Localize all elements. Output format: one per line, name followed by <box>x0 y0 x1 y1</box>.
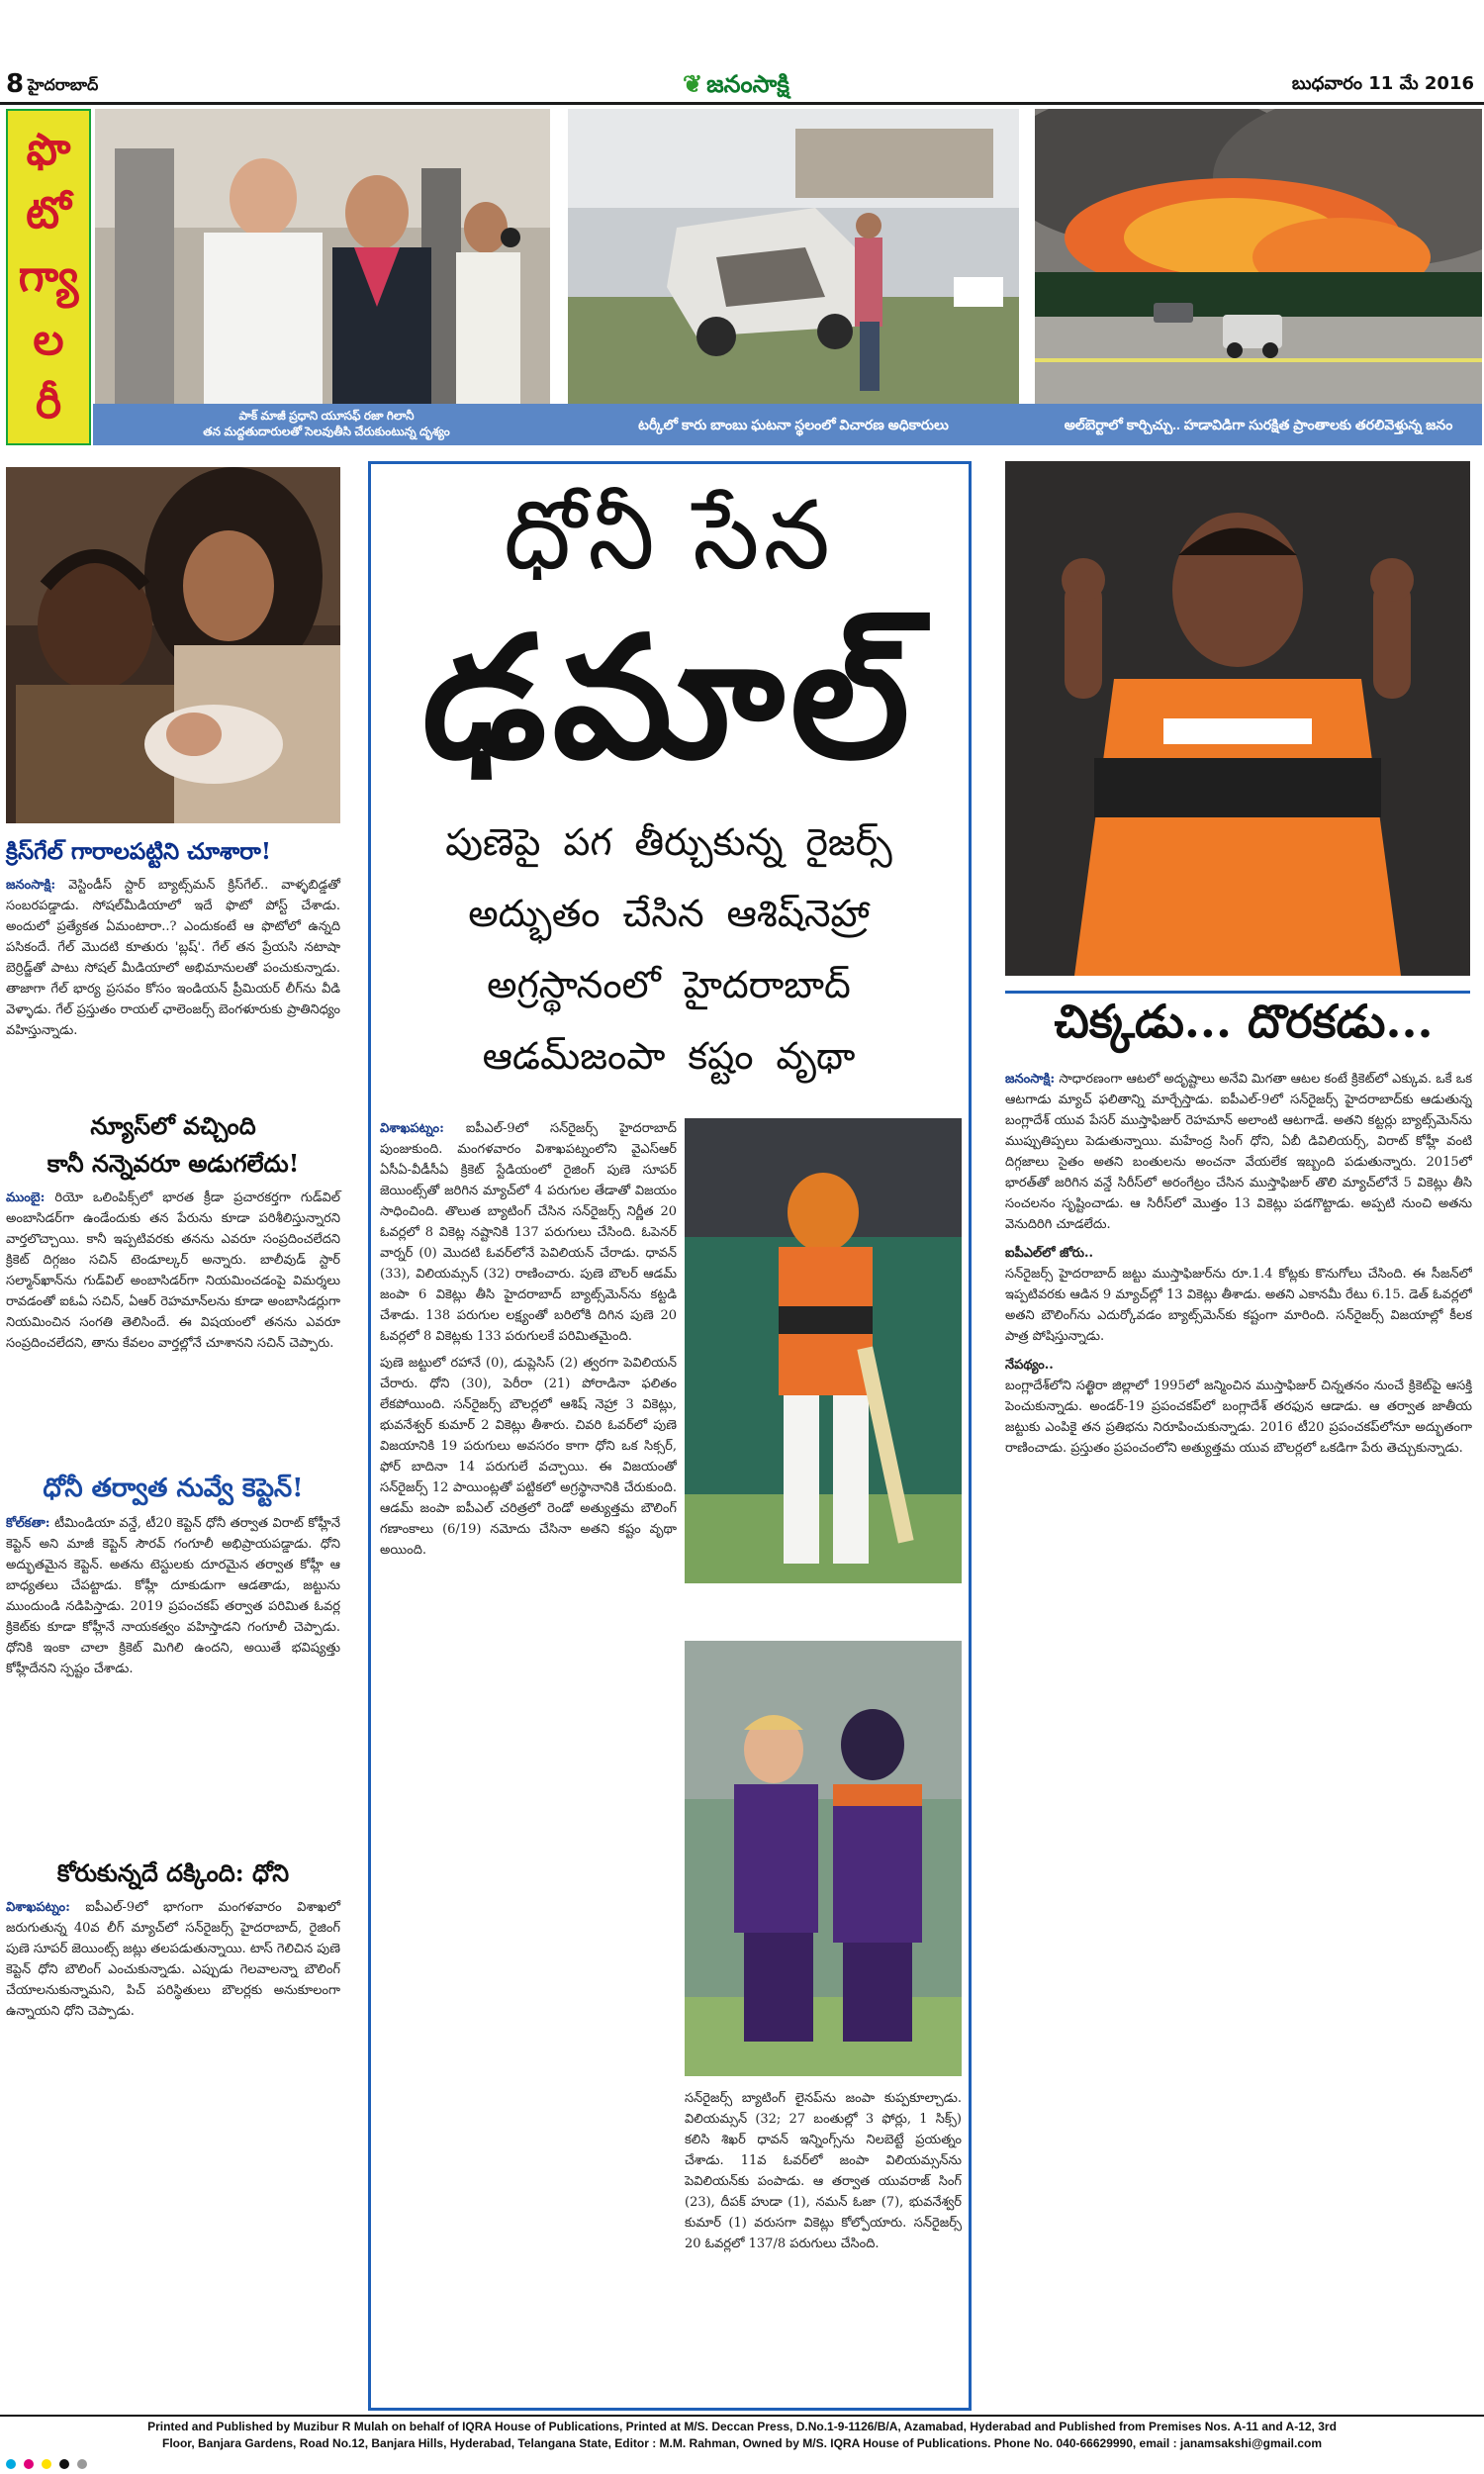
issue-date: బుధవారం 11 మే 2016 <box>1291 73 1474 94</box>
story-headline-line2: కానీ నన్నెవరూ అడుగలేదు! <box>46 1149 300 1178</box>
story-headline: క్రిస్‌గేల్ గారాలపట్టిని చూశారా! <box>6 838 271 865</box>
gallery-photo-politicians[interactable] <box>95 109 550 404</box>
newspaper-logo[interactable] <box>683 69 789 104</box>
story-body <box>6 875 340 1041</box>
divider <box>1005 991 1470 994</box>
gallery-label-letter: గ్యా <box>18 251 79 302</box>
registration-dot <box>6 2459 16 2469</box>
right-story-text <box>1005 1069 1472 2405</box>
main-story-text-col1 <box>380 1118 677 2405</box>
gallery-photo-car-bomb[interactable] <box>568 109 1019 404</box>
story-headline-line1: న్యూస్‌లో వచ్చింది <box>90 1111 256 1140</box>
right-story-headline: చిక్కడు... దొరకడు... <box>1054 995 1434 1048</box>
story-sachin <box>6 1110 340 1354</box>
story-subtitle: ఐపీఎల్‌లో జోరు.. <box>1005 1246 1094 1261</box>
main-deck-line: ఆడమ్‌జంపా కష్టం వృథా <box>482 1034 856 1078</box>
main-title-line1: ధోనీ సేన <box>504 480 834 591</box>
pune-players-photo[interactable] <box>685 1641 962 2076</box>
edition-city: హైదరాబాద్ <box>28 75 99 94</box>
main-deck-line: పుణెపై పగ తీర్చుకున్న రైజర్స్ <box>445 820 892 864</box>
story-kohli-captain <box>6 1472 340 1679</box>
main-story-text-col3 <box>685 2088 962 2405</box>
story-kicker: విశాఖపట్నం: <box>6 1900 70 1915</box>
gallery-caption-2: టర్కీలో కారు బాంబు ఘటనా స్థలంలో విచారణ అధికారులు <box>638 417 949 432</box>
main-deck-line: అద్భుతం చేసిన ఆశిష్‌నెహ్రా <box>468 892 870 935</box>
story-body <box>1005 1069 1472 1235</box>
story-kicker: ముంబై: <box>6 1190 46 1205</box>
masthead <box>0 61 1484 105</box>
left-column <box>6 467 340 2407</box>
newspaper-name: జనంసాక్షి <box>706 69 789 98</box>
story-body <box>6 1188 340 1354</box>
sunrisers-batsman-photo[interactable] <box>685 1118 962 1583</box>
story-text: ఐపీఎల్-9లో సన్‌రైజర్స్ హైదరాబాద్ పుంజుకుంది. మంగళవారం విశాఖపట్నంలోని వైఎస్ఆర్ ఏసీఏ-వీడీసీఏ క్రికెట్ స్టేడియంలో రైజింగ్ పుణె సూపర్ జెయింట్స్‌తో జరిగిన మ్యాచ్‌లో 4 పరుగుల తేడాతో విజయం సాధించింది. తొలుత బ్యాటింగ్ చేసిన సన్‌రైజర్స్ నిర్ణీత 20 ఓవర్లలో 8 వికెట్ల నష్టానికి 137 పరుగులు చేసింది. ఓపెనర్ వార్నర్ (0) మొదటి ఓవర్‌లోనే పెవిలియన్ చేరాడు. ధావన్ (33), విలియమ్సన్ (32) రాణించారు. పుణె బౌలర్ ఆడమ్ జంపా 6 వికెట్లు తీసి హైదరాబాద్ బ్యాట్స్‌మెన్‌ను కట్టడి చేశాడు. 138 పరుగుల లక్ష్యంతో బరిలోకి దిగిన పుణె 20 ఓవర్లలో 8 వికెట్లకు 133 పరుగులకే పరిమితమైంది. <box>380 1121 677 1344</box>
imprint-footer <box>0 2415 1484 2454</box>
story-dhoni-quote <box>6 1857 340 2022</box>
gallery-label-letter: ల <box>33 315 64 365</box>
gallery-caption-1: పాక్ మాజీ ప్రధాని యూసఫ్ రజా గిలానీ తన మద్దతుదారులతో సెలవుతీసి చేరుకుంటున్న దృశ్యం <box>203 409 450 438</box>
imprint-line: Floor, Banjara Gardens, Road No.12, Banjara Hills, Hyderabad, Telangana State, Editor : M.M. Rahman, Owned by M/S. IQRA House of Publications. Phone No. 040-66629990, email : janamsakshi@gmail.com <box>161 2436 1322 2450</box>
story-text: బంగ్లాదేశ్‌లోని సత్ఖిరా జిల్లాలో 1995లో జన్మించిన ముస్తాఫిజుర్ చిన్నతనం నుంచే క్రికెట్‌పై ఆసక్తి పెంచుకున్నాడు. అండర్-19 ప్రపంచకప్‌లో బంగ్లాదేశ్ తరఫున ఆడాడు. ఆ తర్వాత జాతీయ జట్టుకు ఎంపికై తన ప్రతిభను నిరూపించుకున్నాడు. 2016 టీ20 ప్రపంచకప్‌లోనూ అద్భుతంగా రాణించాడు. ప్రస్తుతం ప్రపంచంలోని అత్యుత్తమ యువ బౌలర్లలో ఒకడిగా పేరు తెచ్చుకున్నాడు. <box>1005 1379 1472 1456</box>
story-text: ఐపీఎల్-9లో భాగంగా మంగళవారం విశాఖలో జరుగుతున్న 40వ లీగ్ మ్యాచ్‌లో సన్‌రైజర్స్ హైదరాబాద్, రైజింగ్ పుణె సూపర్ జెయింట్స్ జట్లు తలపడుతున్నాయి. టాస్ గెలిచిన పుణె కెప్టెన్ ధోని బౌలింగ్ ఎంచుకున్నాడు. ఎప్పుడు గెలవాలన్నా బౌలింగ్ చేయాలనుకున్నామని, పిచ్ పరిస్థితులు బౌలర్లకు అనుకూలంగా ఉన్నాయని ధోని చెప్పాడు. <box>6 1900 340 2019</box>
story-headline: ధోనీ తర్వాత నువ్వే కెప్టెన్! <box>43 1474 304 1503</box>
registration-dot <box>24 2459 34 2469</box>
story-gayle <box>6 835 340 1041</box>
story-body <box>380 1118 677 1347</box>
registration-dot <box>59 2459 69 2469</box>
gallery-label-letter: టో <box>26 188 71 238</box>
story-text: రియో ఒలింపిక్స్‌లో భారత క్రీడా ప్రచారకర్తగా గుడ్‌విల్ అంబాసిడర్‌గా ఉండేందుకు తన పేరును కూడా పరిశీలిస్తున్నారని వార్తలొచ్చాయి. కానీ ఇప్పటివరకు తనను ఎవరూ సంప్రదించలేదని క్రికెట్ దిగ్గజం సచిన్ టెండూల్కర్ అన్నారు. బాలీవుడ్ స్టార్ సల్మాన్‌ఖాన్‌ను గుడ్‌విల్ అంబాసిడర్‌గా నియమించడంపై విమర్శలు రావడంతో ఐఓఏ సచిన్, ఏఆర్ రెహమాన్‌లను కూడా అంబాసిడర్లుగా నియమించిన సంగతి తెలిసిందే. ఈ విషయంలో తనను ఎవరూ సంప్రదించలేదని, తాను కేవలం వార్తల్లోనే చూశానని సచిన్ చెప్పారు. <box>6 1190 340 1351</box>
chris-gayle-family-photo[interactable] <box>6 467 340 823</box>
story-kicker: విశాఖపట్నం: <box>380 1121 444 1136</box>
photo-gallery <box>0 109 1484 460</box>
gallery-label-letter: రీ <box>35 378 62 428</box>
mustafizur-celebration-photo[interactable] <box>1005 461 1470 976</box>
story-subtitle: నేపథ్యం.. <box>1005 1358 1054 1373</box>
gallery-photo-wildfire[interactable] <box>1035 109 1482 404</box>
story-text: సన్‌రైజర్స్ హైదరాబాద్ జట్టు ముస్తాఫిజుర్‌ను రూ.1.4 కోట్లకు కొనుగోలు చేసింది. ఈ సీజన్‌లో ఇప్పటివరకు ఆడిన 9 మ్యాచ్‌ల్లో 13 వికెట్లు తీశాడు. అతని ఎకానమీ రేటు 6.15. డెత్ ఓవర్లలో అతని బౌలింగ్‌ను ఎదుర్కోవడం బ్యాట్స్‌మెన్‌కు కష్టంగా మారింది. సన్‌రైజర్స్ విజయాల్లో కీలక పాత్ర పోషిస్తున్నాడు. <box>1005 1267 1472 1344</box>
story-text: సాధారణంగా ఆటలో అదృష్టాలు అనేవి మిగతా ఆటల కంటే క్రికెట్‌లో ఎక్కువ. ఒకే ఒక ఆటగాడు మ్యాచ్ ఫలితాన్ని మార్చేస్తాడు. ఐపీఎల్-9లో సన్‌రైజర్స్ హైదరాబాద్‌కు ఆడుతున్న బంగ్లాదేశ్ యువ పేసర్ ముస్తాఫిజుర్ రెహమాన్ అలాంటి ఆటగాడే. అతని కట్టర్లు బ్యాట్స్‌మెన్‌ను ముప్పుతిప్పలు పెడుతున్నాయి. మహేంద్ర సింగ్ ధోని, ఏబీ డివిలియర్స్, విరాట్ కోహ్లీ వంటి దిగ్గజాలు సైతం అతని బంతులను అంచనా వేయలేక ఇబ్బంది పడుతున్నారు. 2015లో భారత్‌తో జరిగిన వన్డే సిరీస్‌లో అరంగేట్రం చేసిన ముస్తాఫిజుర్ తొలి మ్యాచ్‌లోనే 5 వికెట్లు తీసి సంచలనం సృష్టించాడు. ఆ సిరీస్‌లో మొత్తం 13 వికెట్లు పడగొట్టాడు. అప్పటి నుంచి అతను వెనుదిరిగి చూడలేదు. <box>1005 1072 1472 1232</box>
registration-dot <box>42 2459 51 2469</box>
main-deck-line: అగ్రస్థానంలో హైదరాబాద్ <box>487 963 851 1006</box>
gallery-caption-3: అల్‌బెర్టాలో కార్చిచ్చు.. హడావిడిగా సురక్షిత ప్రాంతాలకు తరలివెళ్తున్న జనం <box>1064 417 1453 432</box>
main-title-line2: ఢమాల్ <box>421 599 916 797</box>
gallery-label <box>6 109 91 445</box>
gallery-label-letter: ఫొ <box>26 125 71 175</box>
imprint-line: Printed and Published by Muzibur R Mulah on behalf of IQRA House of Publications, Printed at M/S. Deccan Press, D.No.1-9-1126/B/A, Azamabad, Hyderabad and Published from Premises Nos. A-11 and A-12, 3rd <box>147 2420 1337 2433</box>
story-body <box>6 1513 340 1679</box>
registration-dot <box>77 2459 87 2469</box>
story-kicker: కోల్‌కతా: <box>6 1516 50 1531</box>
story-text: వెస్టిండీస్ స్టార్ బ్యాట్స్‌మన్ క్రిస్‌గేల్.. వాళ్ళబిడ్డతో సంబరపడ్డాడు. సోషల్‌మీడియాలో ఇదే ఫొటో పోస్ట్ చేశాడు. అందులో ప్రత్యేకత ఏమంటారా..? ఎందుకంటే ఆ ఫొటోలో ఉన్నది పసికందే. గేల్ మొదటి కూతురు 'బ్లష్'. గేల్ తన ప్రేయసి నటాషా బెర్రిడ్జ్‌తో పాటు సోషల్ మీడియాలో అభిమానులతో పంచుకున్నాడు. తాజాగా గేల్ భార్య ప్రసవం కోసం ఇండియన్ ప్రీమియర్ లీగ్‌ను వీడి వెళ్ళాడు. గేల్ ప్రస్తుతం రాయల్ ఛాలెంజర్స్ బెంగళూరుకు ప్రాతినిధ్యం వహిస్తున్నాడు. <box>6 878 340 1038</box>
story-headline: కోరుకున్నదే దక్కింది: ధోని <box>56 1858 290 1887</box>
leaf-icon: ❦ <box>683 69 703 98</box>
registration-marks <box>0 2456 1484 2472</box>
story-kicker: జనంసాక్షి: <box>6 878 56 893</box>
page-number: 8 <box>6 69 25 99</box>
story-kicker: జనంసాక్షి: <box>1005 1072 1056 1087</box>
story-text: టీమిండియా వన్డే, టీ20 కెప్టెన్ ధోనీ తర్వాత విరాట్ కోహ్లీనే కెప్టెన్ అని మాజీ కెప్టెన్ సౌరవ్ గంగూలీ అభిప్రాయపడ్డాడు. ధోని అద్భుతమైన కెప్టెన్. అతను టెస్టులకు దూరమైన తర్వాత కోహ్లీ ఆ బాధ్యతలు చేపట్టాడు. కోహ్లీ దూకుడుగా ఆడతాడు, జట్టును ముందుండి నడిపిస్తాడు. 2019 ప్రపంచకప్ తర్వాత పరిమిత ఓవర్ల క్రికెట్‌కు కూడా కోహ్లీనే నాయకత్వం వహిస్తాడని గంగూలీ చెప్పాడు. ధోనికి ఇంకా చాలా క్రికెట్ మిగిలి ఉందని, అయితే భవిష్యత్తు కోహ్లీదేనని స్పష్టం చేశాడు. <box>6 1516 340 1676</box>
story-body <box>6 1897 340 2022</box>
story-body-continued: పుణె జట్టులో రహానే (0), డుప్లెసిస్ (2) త్వరగా పెవిలియన్ చేరారు. ధోని (30), పెరీరా (21) పోరాడినా ఫలితం లేకపోయింది. సన్‌రైజర్స్ బౌలర్లలో ఆశిష్ నెహ్రా 3 వికెట్లు, భువనేశ్వర్ కుమార్ 2 వికెట్లు తీశారు. చివరి ఓవర్‌లో పుణె విజయానికి 19 పరుగులు అవసరం కాగా ధోని ఒక సిక్సర్, ఫోర్ బాదినా 14 పరుగులే వచ్చాయి. ఈ విజయంతో సన్‌రైజర్స్ 12 పాయింట్లతో పట్టికలో అగ్రస్థానానికి చేరుకుంది. ఆడమ్ జంపా ఐపీఎల్ చరిత్రలో రెండో అత్యుత్తమ బౌలింగ్ గణాంకాలు (6/19) నమోదు చేసినా అతని కష్టం వృథా అయింది. <box>380 1356 677 1558</box>
story-body-continued: సన్‌రైజర్స్ బ్యాటింగ్ లైనప్‌ను జంపా కుప్పకూల్చాడు. విలియమ్సన్ (32; 27 బంతుల్లో 3 ఫోర్లు, 1 సిక్స్) కలిసి శిఖర్ ధావన్ ఇన్నింగ్స్‌ను నిలబెట్టే ప్రయత్నం చేశాడు. 11వ ఓవర్‌లో జంపా విలియమ్సన్‌ను పెవిలియన్‌కు పంపాడు. ఆ తర్వాత యువరాజ్ సింగ్ (23), దీపక్ హుడా (1), నమన్ ఓజా (7), భువనేశ్వర్ కుమార్ (1) వరుసగా వికెట్లు కోల్పోయారు. సన్‌రైజర్స్ 20 ఓవర్లలో 137/8 పరుగులు చేసింది. <box>685 2091 962 2251</box>
